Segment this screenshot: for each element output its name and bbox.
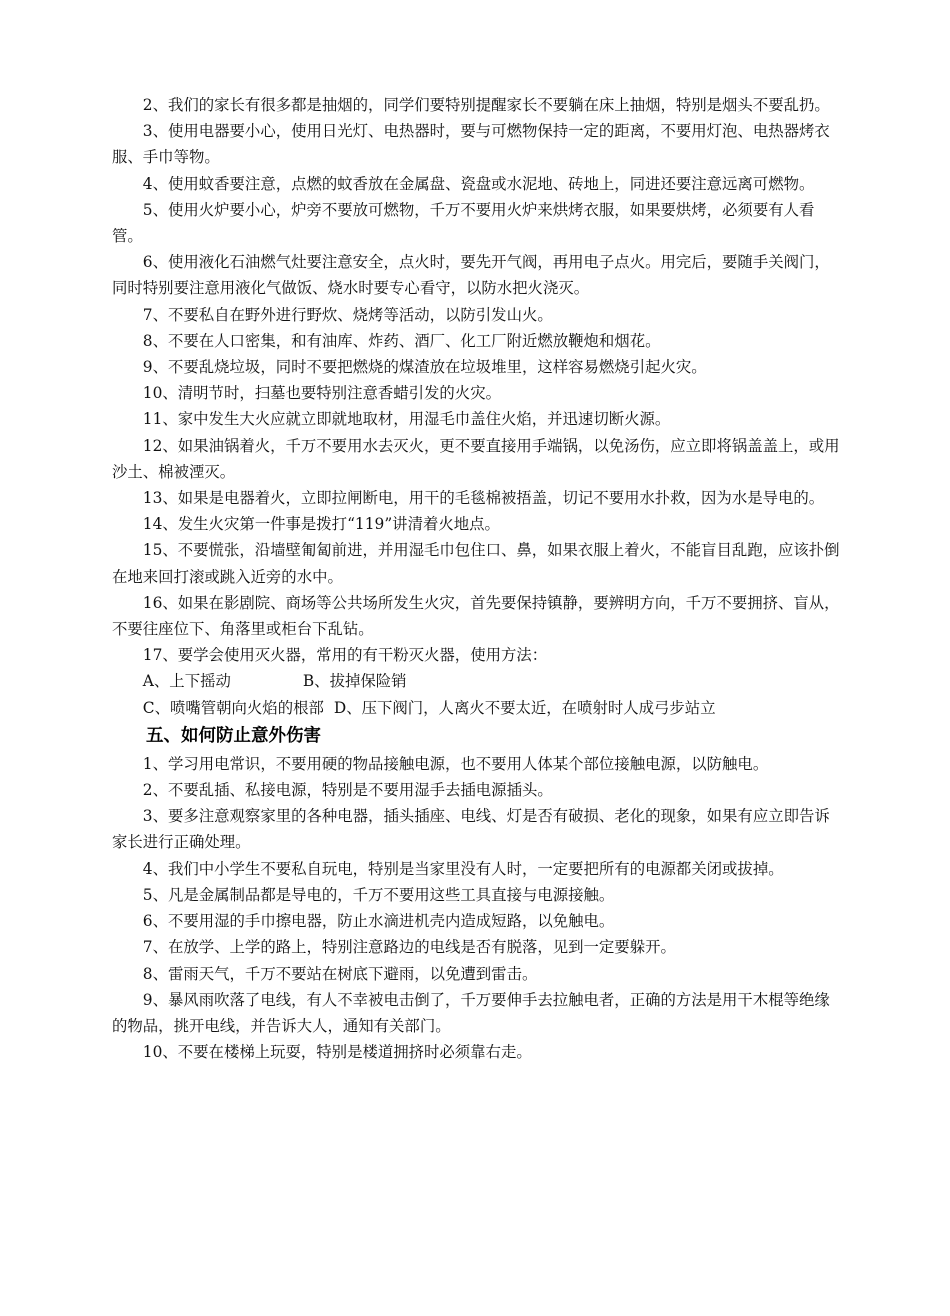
list-item: 5、凡是金属制品都是导电的，千万不要用这些工具直接与电源接触。 [142,885,615,904]
list-item: 17、要学会使用灭火器，常用的有干粉灭火器，使用方法： [142,646,548,665]
list-item: 15、不要慌张，沿墙壁匍匐前进，并用湿毛巾包住口、鼻，如果衣服上着火，不能盲目乱跑，应该扑倒在地来回打滚或跳入近旁的水中。 [112,541,840,586]
list-item: 13、如果是电器着火，立即拉闸断电，用干的毛毯棉被捂盖，切记不要用水扑救，因为水是导电的。 [142,489,825,508]
extinguisher-steps [112,668,840,720]
section4-list [112,92,840,668]
list-item: 7、不要私自在野外进行野炊、烧烤等活动，以防引发山火。 [142,305,553,324]
list-item: 4、我们中小学生不要私自玩电，特别是当家里没有人时，一定要把所有的电源都关闭或拔掉。 [142,859,784,878]
list-item: 3、要多注意观察家里的各种电器，插头插座、电线、灯是否有破损、老化的现象，如果有应立即告诉家长进行正确处理。 [112,807,830,852]
section5-list [112,751,840,1065]
list-item: 2、不要乱插、私接电源，特别是不要用湿手去插电源插头。 [142,781,553,800]
list-item: 5、使用火炉要小心，炉旁不要放可燃物，千万不要用火炉来烘烤衣服，如果要烘烤，必须要有人看管。 [112,200,815,246]
list-item: 10、清明节时，扫墓也要特别注意香蜡引发的火灾。 [142,384,501,403]
list-item: 16、如果在影剧院、商场等公共场所发生火灾，首先要保持镇静，要辨明方向，千万不要拥挤、盲从，不要往座位下、角落里或柜台下乱钻。 [112,593,840,639]
list-item: 9、不要乱烧垃圾，同时不要把燃烧的煤渣放在垃圾堆里，这样容易燃烧引起火灾。 [142,358,707,377]
steps-row-cd [112,695,840,721]
step-c: C、喷嘴管朝向火焰的根部 [142,698,324,717]
list-item: 1、学习用电常识，不要用硬的物品接触电源，也不要用人体某个部位接触电源，以防触电。 [142,754,769,773]
list-item: 11、家中发生大火应就立即就地取材，用湿毛巾盖住火焰，并迅速切断火源。 [142,410,671,429]
step-d: D、压下阀门，人离火不要太近，在喷射时人成弓步站立 [333,698,716,717]
list-item: 10、不要在楼梯上玩耍，特别是楼道拥挤时必须靠右走。 [142,1043,532,1062]
list-item: 3、使用电器要小心，使用日光灯、电热器时，要与可燃物保持一定的距离，不要用灯泡、电热器烤衣服、手巾等物。 [112,122,830,167]
list-item: 7、在放学、上学的路上，特别注意路边的电线是否有脱落，见到一定要躲开。 [142,938,676,957]
list-item: 6、使用液化石油燃气灶要注意安全，点火时，要先开气阀，再用电子点火。用完后，要随手关阀门，同时特别要注意用液化气做饭、烧水时要专心看守，以防水把火浇灭。 [112,253,830,298]
section5-heading: 五、如何防止意外伤害 [146,725,321,746]
list-item: 6、不要用湿的手巾擦电器，防止水滴进机壳内造成短路，以免触电。 [142,912,615,931]
steps-row-ab [112,668,840,694]
step-a: A、上下摇动 [142,672,231,691]
list-item: 8、雷雨天气，千万不要站在树底下避雨，以免遭到雷击。 [142,964,538,983]
document-page [112,92,840,1065]
step-b: B、拔掉保险销 [302,672,407,691]
list-item: 8、不要在人口密集，和有油库、炸药、酒厂、化工厂附近燃放鞭炮和烟花。 [142,331,661,350]
list-item: 12、如果油锅着火，千万不要用水去灭火，更不要直接用手端锅，以免汤伤，应立即将锅盖盖上，或用沙土、棉被湮灭。 [112,436,840,481]
list-item: 2、我们的家长有很多都是抽烟的，同学们要特别提醒家长不要躺在床上抽烟，特别是烟头不要乱扔。 [142,96,830,114]
list-item: 9、暴风雨吹落了电线，有人不幸被电击倒了，千万要伸手去拉触电者，正确的方法是用干木棍等绝缘的物品，挑开电线，并告诉大人，通知有关部门。 [112,990,830,1035]
list-item: 14、发生火灾第一件事是拨打“119”讲清着火地点。 [142,515,500,534]
list-item: 4、使用蚊香要注意，点燃的蚊香放在金属盘、瓷盘或水泥地、砖地上，同进还要注意远离可燃物。 [142,174,815,193]
